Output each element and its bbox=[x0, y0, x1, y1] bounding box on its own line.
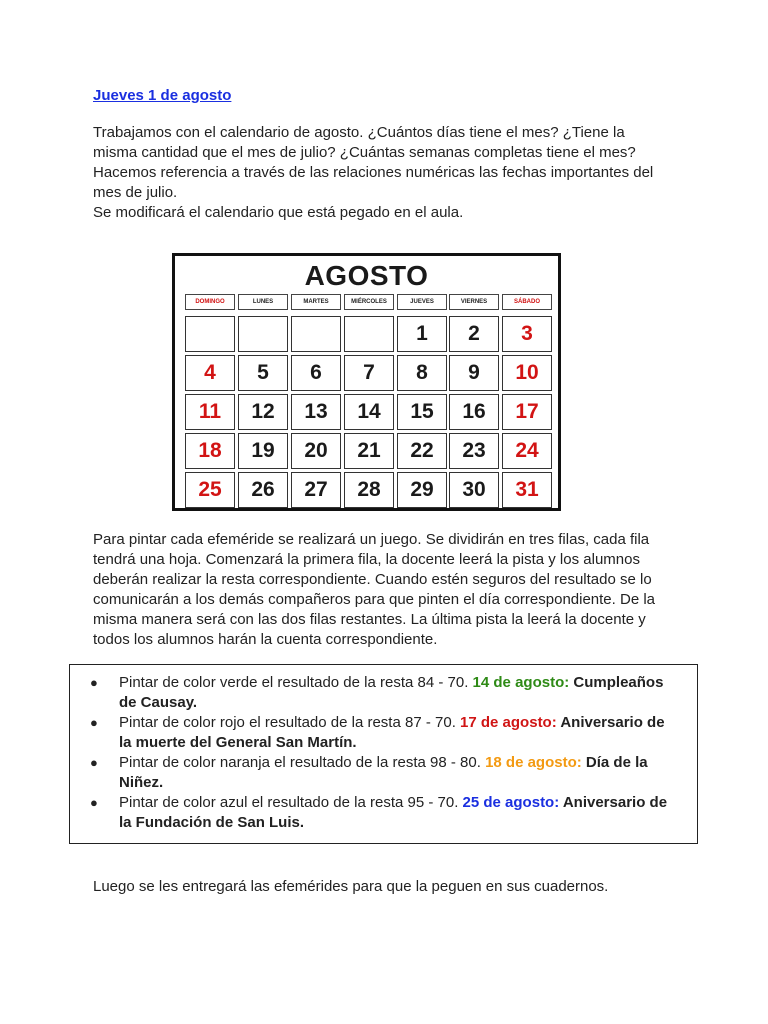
calendar-day-cell: 19 bbox=[238, 433, 288, 469]
calendar-day-cell: 7 bbox=[344, 355, 394, 391]
calendar-day-cell: 30 bbox=[449, 472, 499, 508]
calendar-day-cell: 6 bbox=[291, 355, 341, 391]
calendar-day-cell: 10 bbox=[502, 355, 552, 391]
bullet-icon: ● bbox=[90, 675, 98, 690]
calendar-day-cell: 31 bbox=[502, 472, 552, 508]
task-item-red: ● Pintar de color rojo el resultado de la resta 87 - 70. 17 de agosto: Aniversario de la muerte del General San Martín. bbox=[90, 714, 665, 751]
calendar-title: AGOSTO bbox=[304, 260, 429, 291]
calendar-day-cell: 16 bbox=[449, 394, 499, 430]
calendar-day-cell: 13 bbox=[291, 394, 341, 430]
calendar-day-cell: 26 bbox=[238, 472, 288, 508]
day-header: DOMINGO bbox=[185, 294, 235, 310]
day-header: JUEVES bbox=[397, 294, 447, 310]
task-date: 25 de agosto: bbox=[462, 794, 560, 811]
calendar-day-cell: 3 bbox=[502, 316, 552, 352]
calendar-day-cell bbox=[185, 316, 235, 352]
game-line: comunicarán a los demás compañeros para que pinten el día correspondiente. De la bbox=[93, 591, 656, 608]
game-line: tendrá una hoja. Comenzará la primera fila, la docente leerá la pista y los alumnos bbox=[93, 551, 640, 568]
closing-text: Luego se les entregará las efemérides para que la peguen en sus cuadernos. bbox=[93, 878, 609, 895]
calendar-day-cell bbox=[344, 316, 394, 352]
calendar-day-cell: 20 bbox=[291, 433, 341, 469]
calendar-day-cell: 25 bbox=[185, 472, 235, 508]
calendar-day-cell: 2 bbox=[449, 316, 499, 352]
day-header: VIERNES bbox=[449, 294, 499, 310]
calendar-day-cell bbox=[291, 316, 341, 352]
calendar-day-cell: 27 bbox=[291, 472, 341, 508]
calendar-day-cell: 9 bbox=[449, 355, 499, 391]
intro-line: Trabajamos con el calendario de agosto. ¿Cuántos días tiene el mes? ¿Tiene la bbox=[93, 124, 625, 141]
task-date: 17 de agosto: bbox=[460, 714, 557, 731]
calendar-day-cell: 23 bbox=[449, 433, 499, 469]
calendar-day-cell: 28 bbox=[344, 472, 394, 508]
task-box bbox=[69, 664, 698, 844]
calendar-day-cell: 4 bbox=[185, 355, 235, 391]
day-header: MIÉRCOLES bbox=[344, 294, 394, 310]
day-header: LUNES bbox=[238, 294, 288, 310]
game-line: Para pintar cada efeméride se realizará un juego. Se dividirán en tres filas, cada fila bbox=[93, 531, 650, 548]
calendar-day-cell bbox=[238, 316, 288, 352]
bullet-icon: ● bbox=[90, 795, 98, 810]
calendar-day-cell: 5 bbox=[238, 355, 288, 391]
calendar-day-cell: 1 bbox=[397, 316, 447, 352]
calendar-day-cell: 18 bbox=[185, 433, 235, 469]
intro-paragraph bbox=[93, 123, 683, 223]
calendar-day-cell: 17 bbox=[502, 394, 552, 430]
calendar-day-cell: 12 bbox=[238, 394, 288, 430]
calendar-day-cell: 24 bbox=[502, 433, 552, 469]
calendar-day-cell: 14 bbox=[344, 394, 394, 430]
bullet-icon: ● bbox=[90, 755, 98, 770]
calendar-day-cell: 21 bbox=[344, 433, 394, 469]
intro-line: misma cantidad que el mes de julio? ¿Cuántas semanas completas tiene el mes? bbox=[93, 144, 636, 161]
task-date: 18 de agosto: bbox=[485, 754, 582, 771]
game-line: misma manera será con las dos filas restantes. La última pista la leerá la docente y bbox=[93, 611, 646, 628]
calendar-day-cell: 29 bbox=[397, 472, 447, 508]
calendar-day-cell: 15 bbox=[397, 394, 447, 430]
task-item-orange: ● Pintar de color naranja el resultado de la resta 98 - 80. 18 de agosto: Día de la Niñez. bbox=[90, 754, 648, 791]
game-paragraph bbox=[93, 530, 683, 650]
intro-line: Se modificará el calendario que está pegado en el aula. bbox=[93, 204, 464, 221]
intro-line: mes de julio. bbox=[93, 184, 178, 201]
day-header: SÁBADO bbox=[502, 294, 552, 310]
day-header: MARTES bbox=[291, 294, 341, 310]
intro-line: Hacemos referencia a través de las relaciones numéricas las fechas importantes del bbox=[93, 164, 654, 181]
calendar-day-cell: 11 bbox=[185, 394, 235, 430]
bullet-icon: ● bbox=[90, 715, 98, 730]
game-line: todos los alumnos harán la cuenta correspondiente. bbox=[93, 631, 438, 648]
task-date: 14 de agosto: bbox=[472, 674, 570, 691]
task-item-green: ● Pintar de color verde el resultado de la resta 84 - 70. 14 de agosto: Cumpleaños de Causay. bbox=[90, 674, 664, 711]
august-calendar bbox=[172, 253, 561, 511]
calendar-day-cell: 22 bbox=[397, 433, 447, 469]
page-title: Jueves 1 de agosto bbox=[93, 87, 232, 104]
task-item-blue: ● Pintar de color azul el resultado de la resta 95 - 70. 25 de agosto: Aniversario de la Fundación de San Luis. bbox=[90, 794, 668, 831]
game-line: deberán realizar la resta correspondiente. Cuando estén seguros del resultado se lo bbox=[93, 571, 652, 588]
calendar-day-cell: 8 bbox=[397, 355, 447, 391]
